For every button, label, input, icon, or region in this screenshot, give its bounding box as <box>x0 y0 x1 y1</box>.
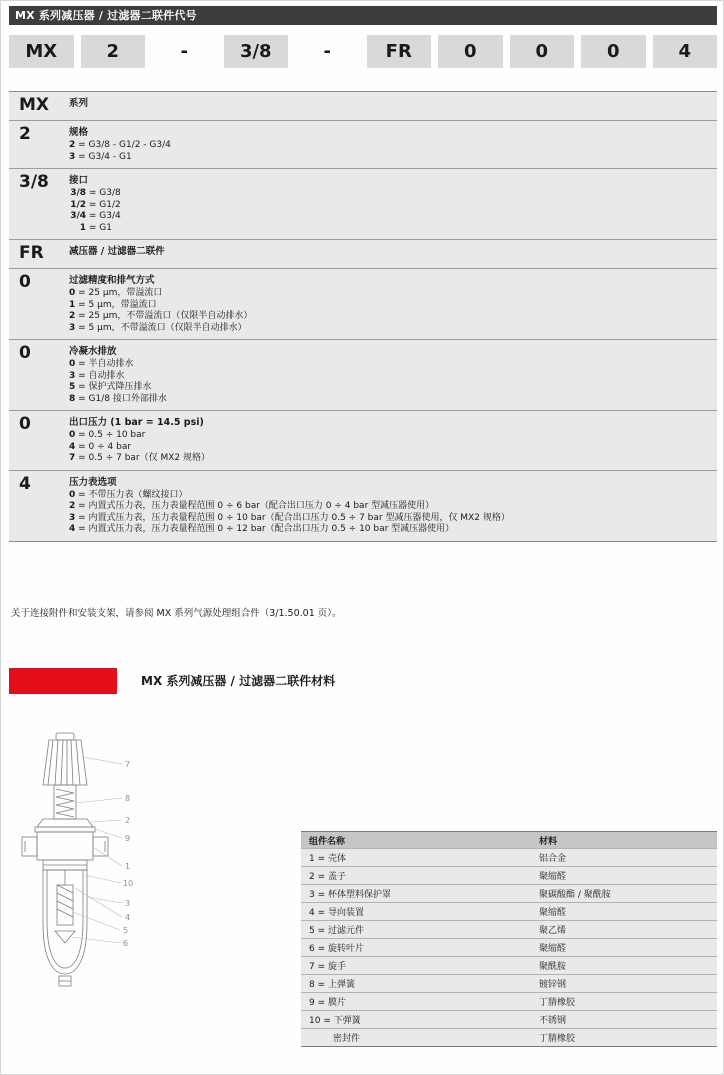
callout-5: 5 <box>123 926 129 935</box>
spec-option: 3 = 5 μm，不带溢流口（仅限半自动排水） <box>69 322 247 333</box>
table-row: 7 = 旋手 聚酰胺 <box>301 956 717 974</box>
spec-row-size <box>9 121 717 169</box>
spec-title: 冷凝水排放 <box>69 346 117 357</box>
spec-option: 0 = 半自动排水 <box>69 359 134 369</box>
callout-3: 3 <box>125 899 131 908</box>
filter-regulator-diagram <box>9 727 199 1032</box>
table-row: 5 = 过滤元件 聚乙烯 <box>301 920 717 938</box>
col-header-material: 材料 <box>539 836 558 847</box>
spec-code: 0 <box>19 343 31 363</box>
materials-table-header <box>301 831 717 848</box>
callout-4: 4 <box>125 913 131 922</box>
page-title: MX 系列减压器 / 过滤器二联件代号 <box>9 6 717 25</box>
spec-option: 3/4 = G3/4 <box>70 211 121 221</box>
spec-row-port <box>9 169 717 240</box>
spec-row-fr <box>9 240 717 269</box>
red-accent-block <box>9 668 117 694</box>
spec-title: 规格 <box>69 127 89 138</box>
callout-10: 10 <box>123 879 134 888</box>
table-row: 10 = 下弹簧 不锈钢 <box>301 1010 717 1028</box>
spec-option: 1/2 = G1/2 <box>70 199 121 210</box>
code-cell: 3/8 <box>224 35 289 68</box>
col-header-component: 组件名称 <box>309 836 346 847</box>
spec-code: 0 <box>19 272 31 292</box>
table-row: 8 = 上弹簧 镀锌钢 <box>301 974 717 992</box>
callout-6: 6 <box>123 939 129 948</box>
spec-option: 4 = 0 ÷ 4 bar <box>69 441 132 452</box>
table-row: 1 = 壳体 铝合金 <box>301 848 717 866</box>
table-row: 9 = 膜片 丁腈橡胶 <box>301 992 717 1010</box>
code-cell: 0 <box>510 35 575 68</box>
spec-option: 0 = 25 μm，带溢流口 <box>69 288 163 298</box>
spec-title: 出口压力 (1 bar = 14.5 psi) <box>69 417 204 428</box>
code-cell: 2 <box>81 35 146 68</box>
code-cell: 4 <box>653 35 718 68</box>
spec-option: 3 = 自动排水 <box>69 370 125 381</box>
spec-row-gauge <box>9 471 717 541</box>
callout-8: 8 <box>125 794 131 803</box>
spec-code: 3/8 <box>19 172 49 192</box>
spec-option: 3 = 内置式压力表，压力表量程范围 0 ÷ 10 bar（配合出口压力 0.5 ÷ 7 bar 型减压器使用，仅 MX2 规格） <box>69 512 510 523</box>
callout-2: 2 <box>125 816 131 825</box>
code-cell: FR <box>367 35 432 68</box>
spec-title: 接口 <box>69 175 89 186</box>
callout-1: 1 <box>125 862 131 871</box>
table-row: 6 = 旋转叶片 聚缩醛 <box>301 938 717 956</box>
spec-option: 1 = G1 <box>79 222 112 233</box>
spec-option: 3/8 = G3/8 <box>70 188 121 198</box>
spec-option: 3 = G3/4 - G1 <box>69 151 132 162</box>
spec-option: 5 = 保护式降压排水 <box>69 382 152 392</box>
materials-section-header <box>1 667 724 695</box>
spec-row-condensate <box>9 340 717 411</box>
spec-code: MX <box>19 95 50 115</box>
table-row: 4 = 导向装置 聚缩醛 <box>301 902 717 920</box>
spec-code: 4 <box>19 473 31 494</box>
spec-option: 2 = G3/8 - G1/2 - G3/4 <box>69 140 171 150</box>
materials-section-title: MX 系列减压器 / 过滤器二联件材料 <box>141 674 336 688</box>
spec-option: 8 = G1/8 接口外部排水 <box>69 393 167 404</box>
code-cell: MX <box>9 35 74 68</box>
spec-code: 0 <box>19 414 31 434</box>
code-separator: - <box>323 41 331 62</box>
spec-title: 系列 <box>69 98 89 109</box>
spec-table <box>9 91 717 542</box>
spec-row-outlet-pressure <box>9 411 717 471</box>
materials-table <box>301 831 717 1047</box>
spec-row-series <box>9 92 717 121</box>
reference-note: 关于连接附件和安装支架，请参阅 MX 系列气源处理组合件（3/1.50.01 页）。 <box>11 608 342 619</box>
spec-option: 0 = 0.5 ÷ 10 bar <box>69 430 146 440</box>
table-row-seals: 密封件 丁腈橡胶 <box>301 1028 717 1046</box>
code-cell: 0 <box>438 35 503 68</box>
spec-row-filtration <box>9 269 717 340</box>
spec-option: 2 = 内置式压力表，压力表量程范围 0 ÷ 6 bar（配合出口压力 0 ÷ 4 bar 型减压器使用） <box>69 501 435 511</box>
spec-option: 1 = 5 μm，带溢流口 <box>69 299 157 310</box>
table-row: 3 = 杯体塑料保护罩 聚碳酸酯 / 聚酰胺 <box>301 884 717 902</box>
spec-code: FR <box>19 243 44 263</box>
spec-option: 2 = 25 μm，不带溢流口（仅限半自动排水） <box>69 311 253 321</box>
spec-title: 过滤精度和排气方式 <box>69 275 155 286</box>
spec-option: 0 = 不带压力表（螺纹接口） <box>69 489 188 500</box>
ordering-code-row <box>9 35 717 68</box>
device-drawing <box>9 727 199 1032</box>
code-cell: 0 <box>581 35 646 68</box>
code-separator: - <box>180 41 188 62</box>
callout-9: 9 <box>125 834 131 843</box>
spec-code: 2 <box>19 124 31 144</box>
spec-title: 压力表选项 <box>69 476 117 488</box>
callout-7: 7 <box>125 760 131 769</box>
spec-title: 减压器 / 过滤器二联件 <box>69 246 165 257</box>
spec-option: 7 = 0.5 ÷ 7 bar（仅 MX2 规格） <box>69 453 211 463</box>
table-row: 2 = 盖子 聚缩醛 <box>301 866 717 884</box>
spec-option: 4 = 内置式压力表，压力表量程范围 0 ÷ 12 bar（配合出口压力 0.5 ÷ 10 bar 型减压器使用） <box>69 524 455 534</box>
